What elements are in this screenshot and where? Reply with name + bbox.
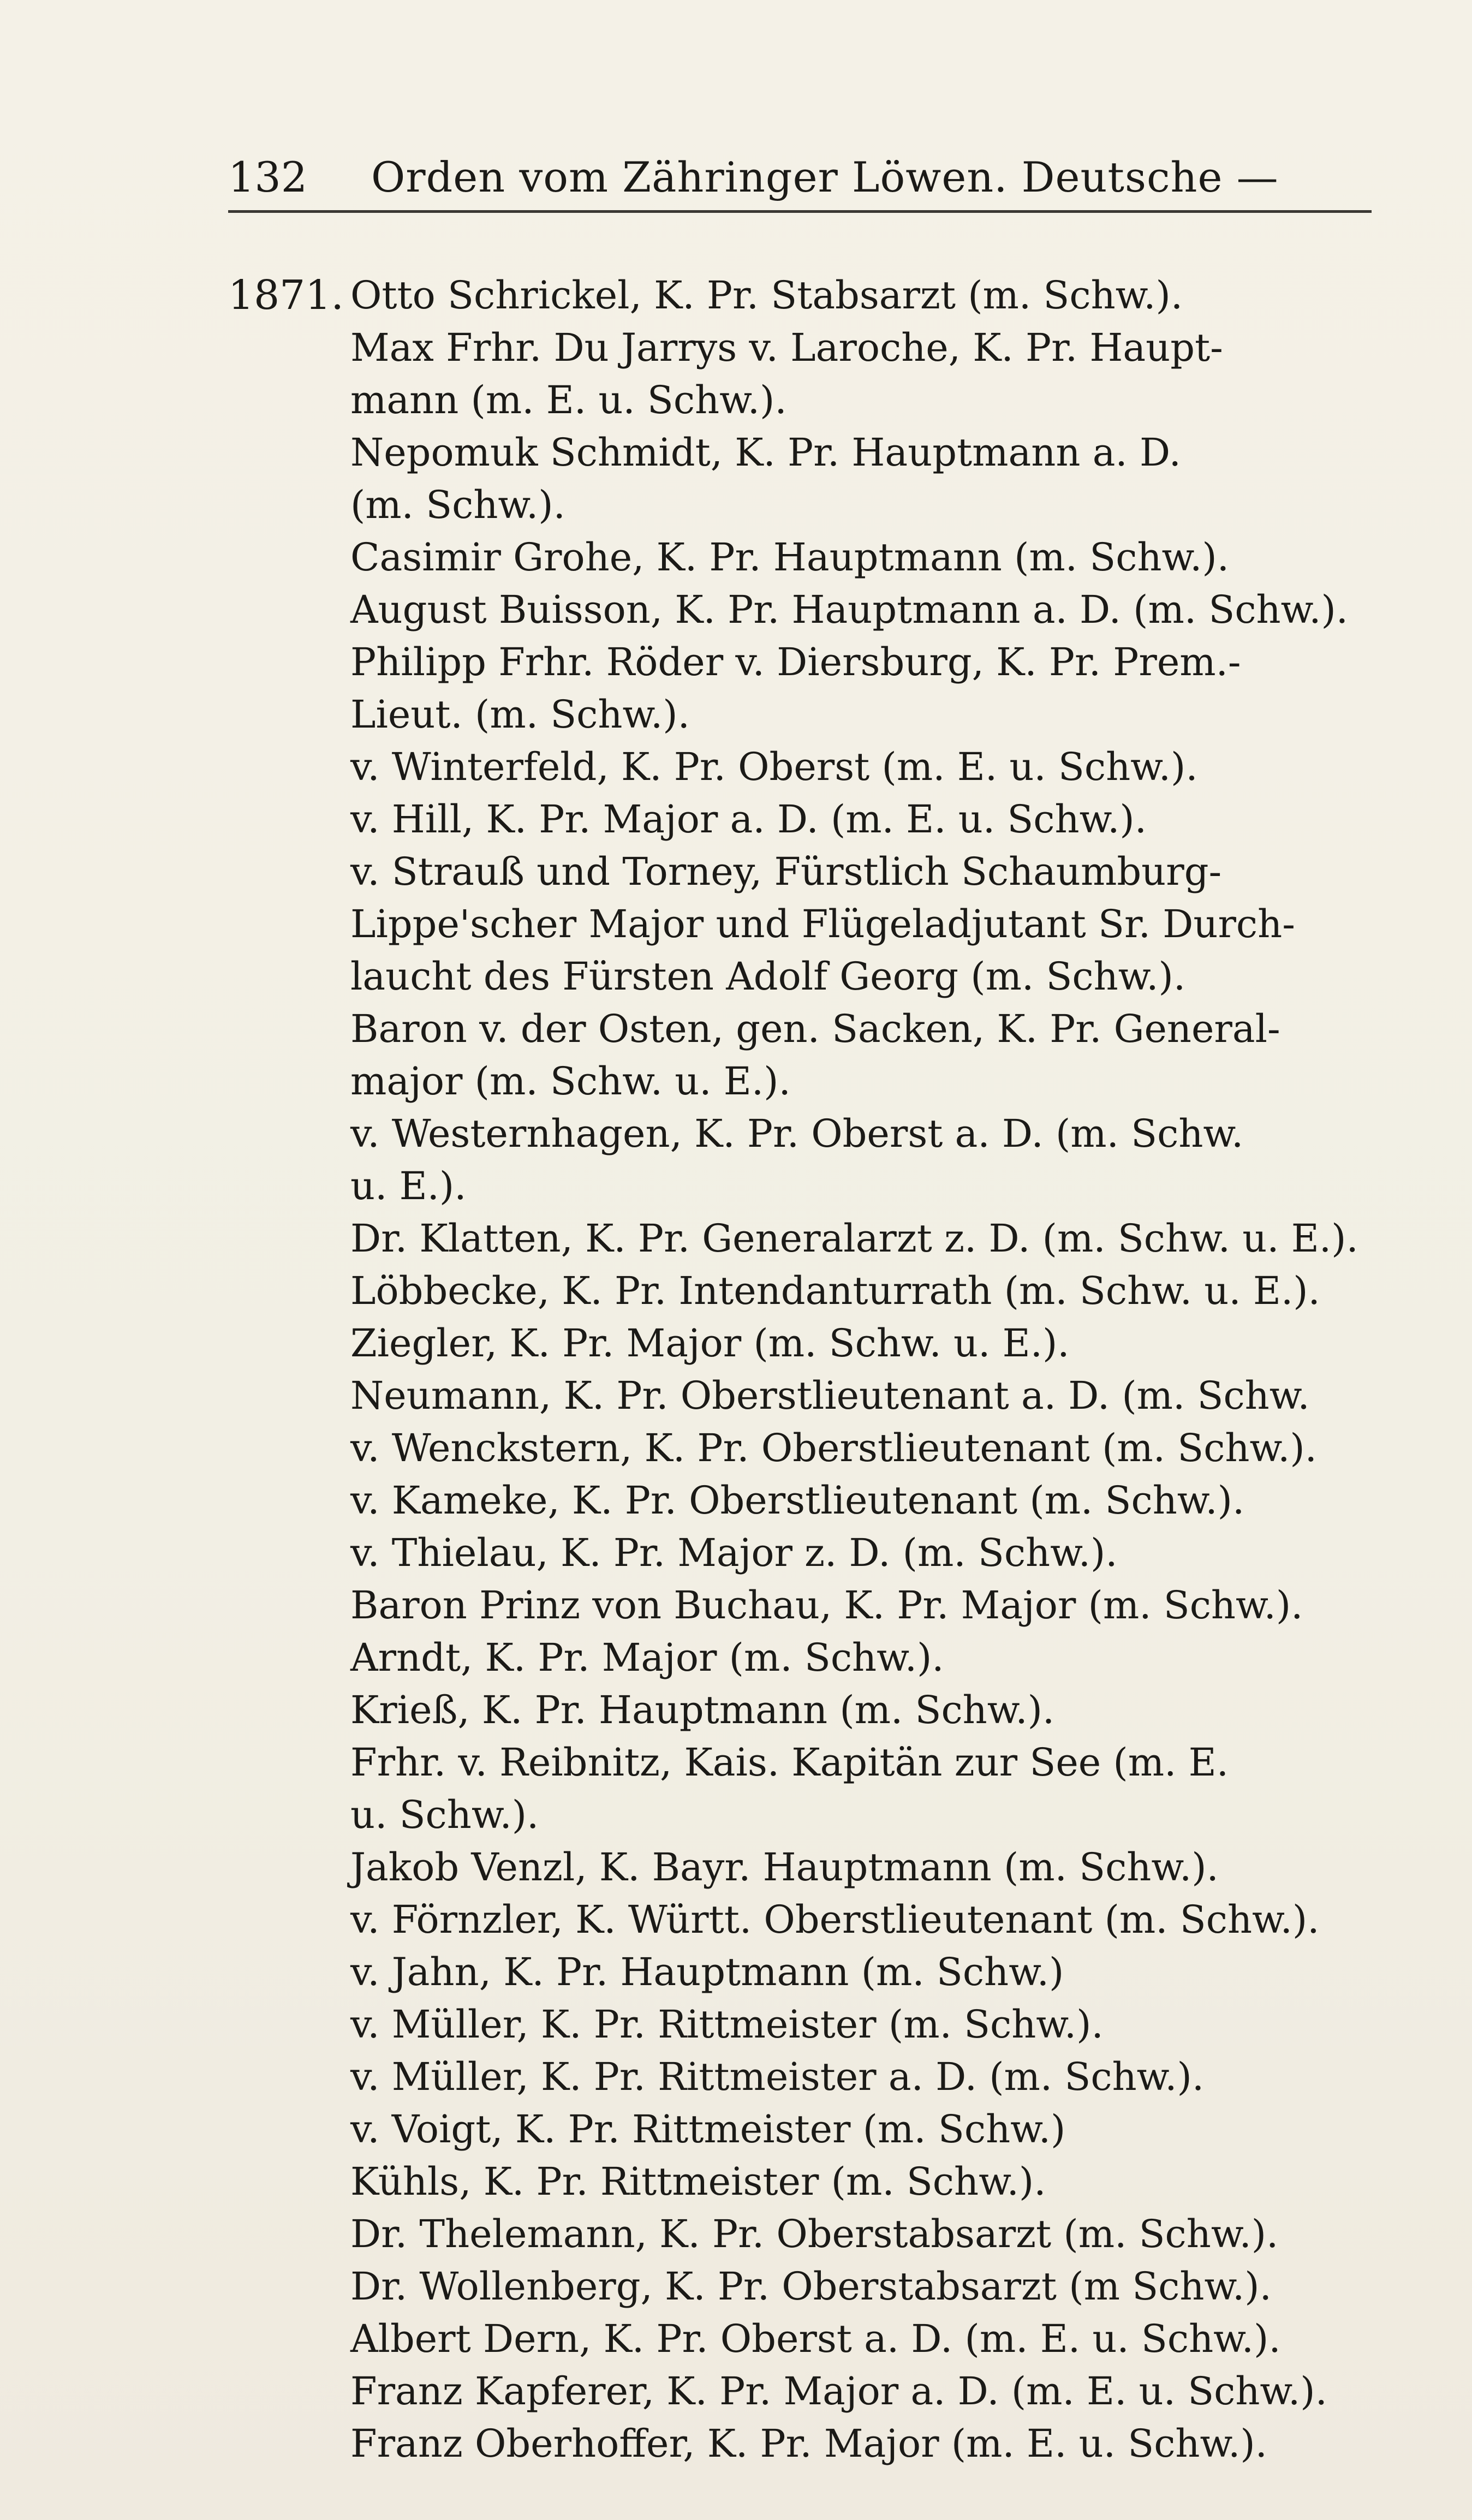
entry-line: v. Westernhagen, K. Pr. Oberst a. D. (m. Schw. xyxy=(350,1111,1244,1156)
list-item xyxy=(350,1736,1376,1841)
list-item xyxy=(350,2208,1376,2260)
entry-line: Philipp Frhr. Röder v. Diersburg, K. Pr. Prem.- xyxy=(350,640,1241,684)
entry-line: u. E.). xyxy=(350,1164,467,1208)
entry-line: Albert Dern, K. Pr. Oberst a. D. (m. E. u. Schw.). xyxy=(350,2316,1281,2361)
list-item xyxy=(350,1003,1376,1107)
list-item xyxy=(350,2260,1376,2313)
entry-line: Dr. Klatten, K. Pr. Generalarzt z. D. (m. Schw. u. E.). xyxy=(350,1216,1358,1261)
entry-line: Baron v. der Osten, gen. Sacken, K. Pr. General- xyxy=(350,1006,1280,1051)
list-item xyxy=(350,1998,1376,2051)
entry-line: Neumann, K. Pr. Oberstlieutenant a. D. (m. Schw. xyxy=(350,1373,1310,1418)
entry-line: Franz Oberhoffer, K. Pr. Major (m. E. u. Schw.). xyxy=(350,2421,1267,2466)
running-head xyxy=(228,147,1279,207)
list-item xyxy=(350,2313,1376,2365)
entry-line: v. Hill, K. Pr. Major a. D. (m. E. u. Schw.). xyxy=(350,797,1147,842)
list-item xyxy=(350,793,1376,845)
entry-line: v. Förnzler, K. Württ. Oberstlieutenant (m. Schw.). xyxy=(350,1897,1320,1942)
list-item xyxy=(350,1107,1376,1212)
entry-line: Lieut. (m. Schw.). xyxy=(350,692,690,737)
entry-line: Dr. Thelemann, K. Pr. Oberstabsarzt (m. Schw.). xyxy=(350,2212,1279,2256)
list-item xyxy=(350,1317,1376,1369)
entry-line: Nepomuk Schmidt, K. Pr. Hauptmann a. D. xyxy=(350,430,1181,475)
list-item xyxy=(350,1946,1376,1998)
list-item xyxy=(350,321,1376,426)
list-item xyxy=(350,1893,1376,1946)
entry-line: u. Schw.). xyxy=(350,1792,539,1837)
list-item xyxy=(350,531,1376,583)
running-title: Orden vom Zähringer Löwen. Deutsche — xyxy=(371,153,1279,201)
entry-line: Löbbecke, K. Pr. Intendanturrath (m. Schw. u. E.). xyxy=(350,1268,1320,1313)
list-item xyxy=(350,2103,1376,2155)
entry-line: Ziegler, K. Pr. Major (m. Schw. u. E.). xyxy=(350,1321,1070,1366)
list-item xyxy=(350,1684,1376,1736)
list-item xyxy=(350,426,1376,531)
entry-line: Baron Prinz von Buchau, K. Pr. Major (m. Schw.). xyxy=(350,1583,1303,1628)
list-item xyxy=(350,2417,1376,2470)
entry-line: laucht des Fürsten Adolf Georg (m. Schw.). xyxy=(350,954,1186,999)
list-item xyxy=(350,1265,1376,1317)
list-item xyxy=(350,1527,1376,1579)
list-item xyxy=(350,583,1376,636)
list-item xyxy=(350,1841,1376,1893)
list-item xyxy=(350,2051,1376,2103)
entry-line: Frhr. v. Reibnitz, Kais. Kapitän zur See (m. E. xyxy=(350,1740,1229,1785)
entry-line: major (m. Schw. u. E.). xyxy=(350,1059,791,1104)
entry-line: v. Kameke, K. Pr. Oberstlieutenant (m. Schw.). xyxy=(350,1478,1245,1523)
entry-line: v. Müller, K. Pr. Rittmeister a. D. (m. Schw.). xyxy=(350,2054,1205,2099)
entry-line: v. Strauß und Torney, Fürstlich Schaumburg- xyxy=(350,849,1222,894)
entry-line: Otto Schrickel, K. Pr. Stabsarzt (m. Schw.). xyxy=(350,273,1183,318)
entry-line: Casimir Grohe, K. Pr. Hauptmann (m. Schw.). xyxy=(350,535,1229,580)
entry-line: v. Winterfeld, K. Pr. Oberst (m. E. u. Schw.). xyxy=(350,744,1198,789)
list-item xyxy=(350,2365,1376,2417)
list-item xyxy=(350,1369,1376,1422)
entry-line: Lippe'scher Major und Flügeladjutant Sr. Durch- xyxy=(350,902,1295,946)
entry-line: v. Thielau, K. Pr. Major z. D. (m. Schw.). xyxy=(350,1530,1118,1575)
entry-line: Arndt, K. Pr. Major (m. Schw.). xyxy=(350,1635,944,1680)
recipient-list xyxy=(350,269,1376,2470)
entry-line: v. Jahn, K. Pr. Hauptmann (m. Schw.) xyxy=(350,1950,1064,1994)
header-rule xyxy=(228,210,1372,213)
list-item xyxy=(350,2155,1376,2208)
entry-line: August Buisson, K. Pr. Hauptmann a. D. (m. Schw.). xyxy=(350,587,1349,632)
entry-line: v. Müller, K. Pr. Rittmeister (m. Schw.). xyxy=(350,2002,1104,2047)
entry-line: Max Frhr. Du Jarrys v. Laroche, K. Pr. Haupt- xyxy=(350,325,1223,370)
list-item xyxy=(350,1422,1376,1474)
entry-line: Dr. Wollenberg, K. Pr. Oberstabsarzt (m Schw.). xyxy=(350,2264,1272,2309)
entry-line: (m. Schw.). xyxy=(350,482,565,527)
entry-line: Kühls, K. Pr. Rittmeister (m. Schw.). xyxy=(350,2159,1046,2204)
list-item xyxy=(350,269,1376,321)
list-item xyxy=(350,1579,1376,1631)
list-item xyxy=(350,1631,1376,1684)
entry-line: mann (m. E. u. Schw.). xyxy=(350,378,787,422)
entry-line: Jakob Venzl, K. Bayr. Hauptmann (m. Schw.). xyxy=(350,1845,1219,1890)
entry-line: v. Wenckstern, K. Pr. Oberstlieutenant (m. Schw.). xyxy=(350,1426,1317,1470)
year-label: 1871. xyxy=(228,272,344,319)
list-item xyxy=(350,741,1376,793)
entry-line: Krieß, K. Pr. Hauptmann (m. Schw.). xyxy=(350,1688,1055,1732)
entry-line: v. Voigt, K. Pr. Rittmeister (m. Schw.) xyxy=(350,2107,1066,2152)
entry-line: Franz Kapferer, K. Pr. Major a. D. (m. E. u. Schw.). xyxy=(350,2369,1327,2414)
page-number: 132 xyxy=(228,153,308,201)
list-item xyxy=(350,636,1376,741)
list-item xyxy=(350,845,1376,1003)
list-item xyxy=(350,1474,1376,1527)
list-item xyxy=(350,1212,1376,1265)
